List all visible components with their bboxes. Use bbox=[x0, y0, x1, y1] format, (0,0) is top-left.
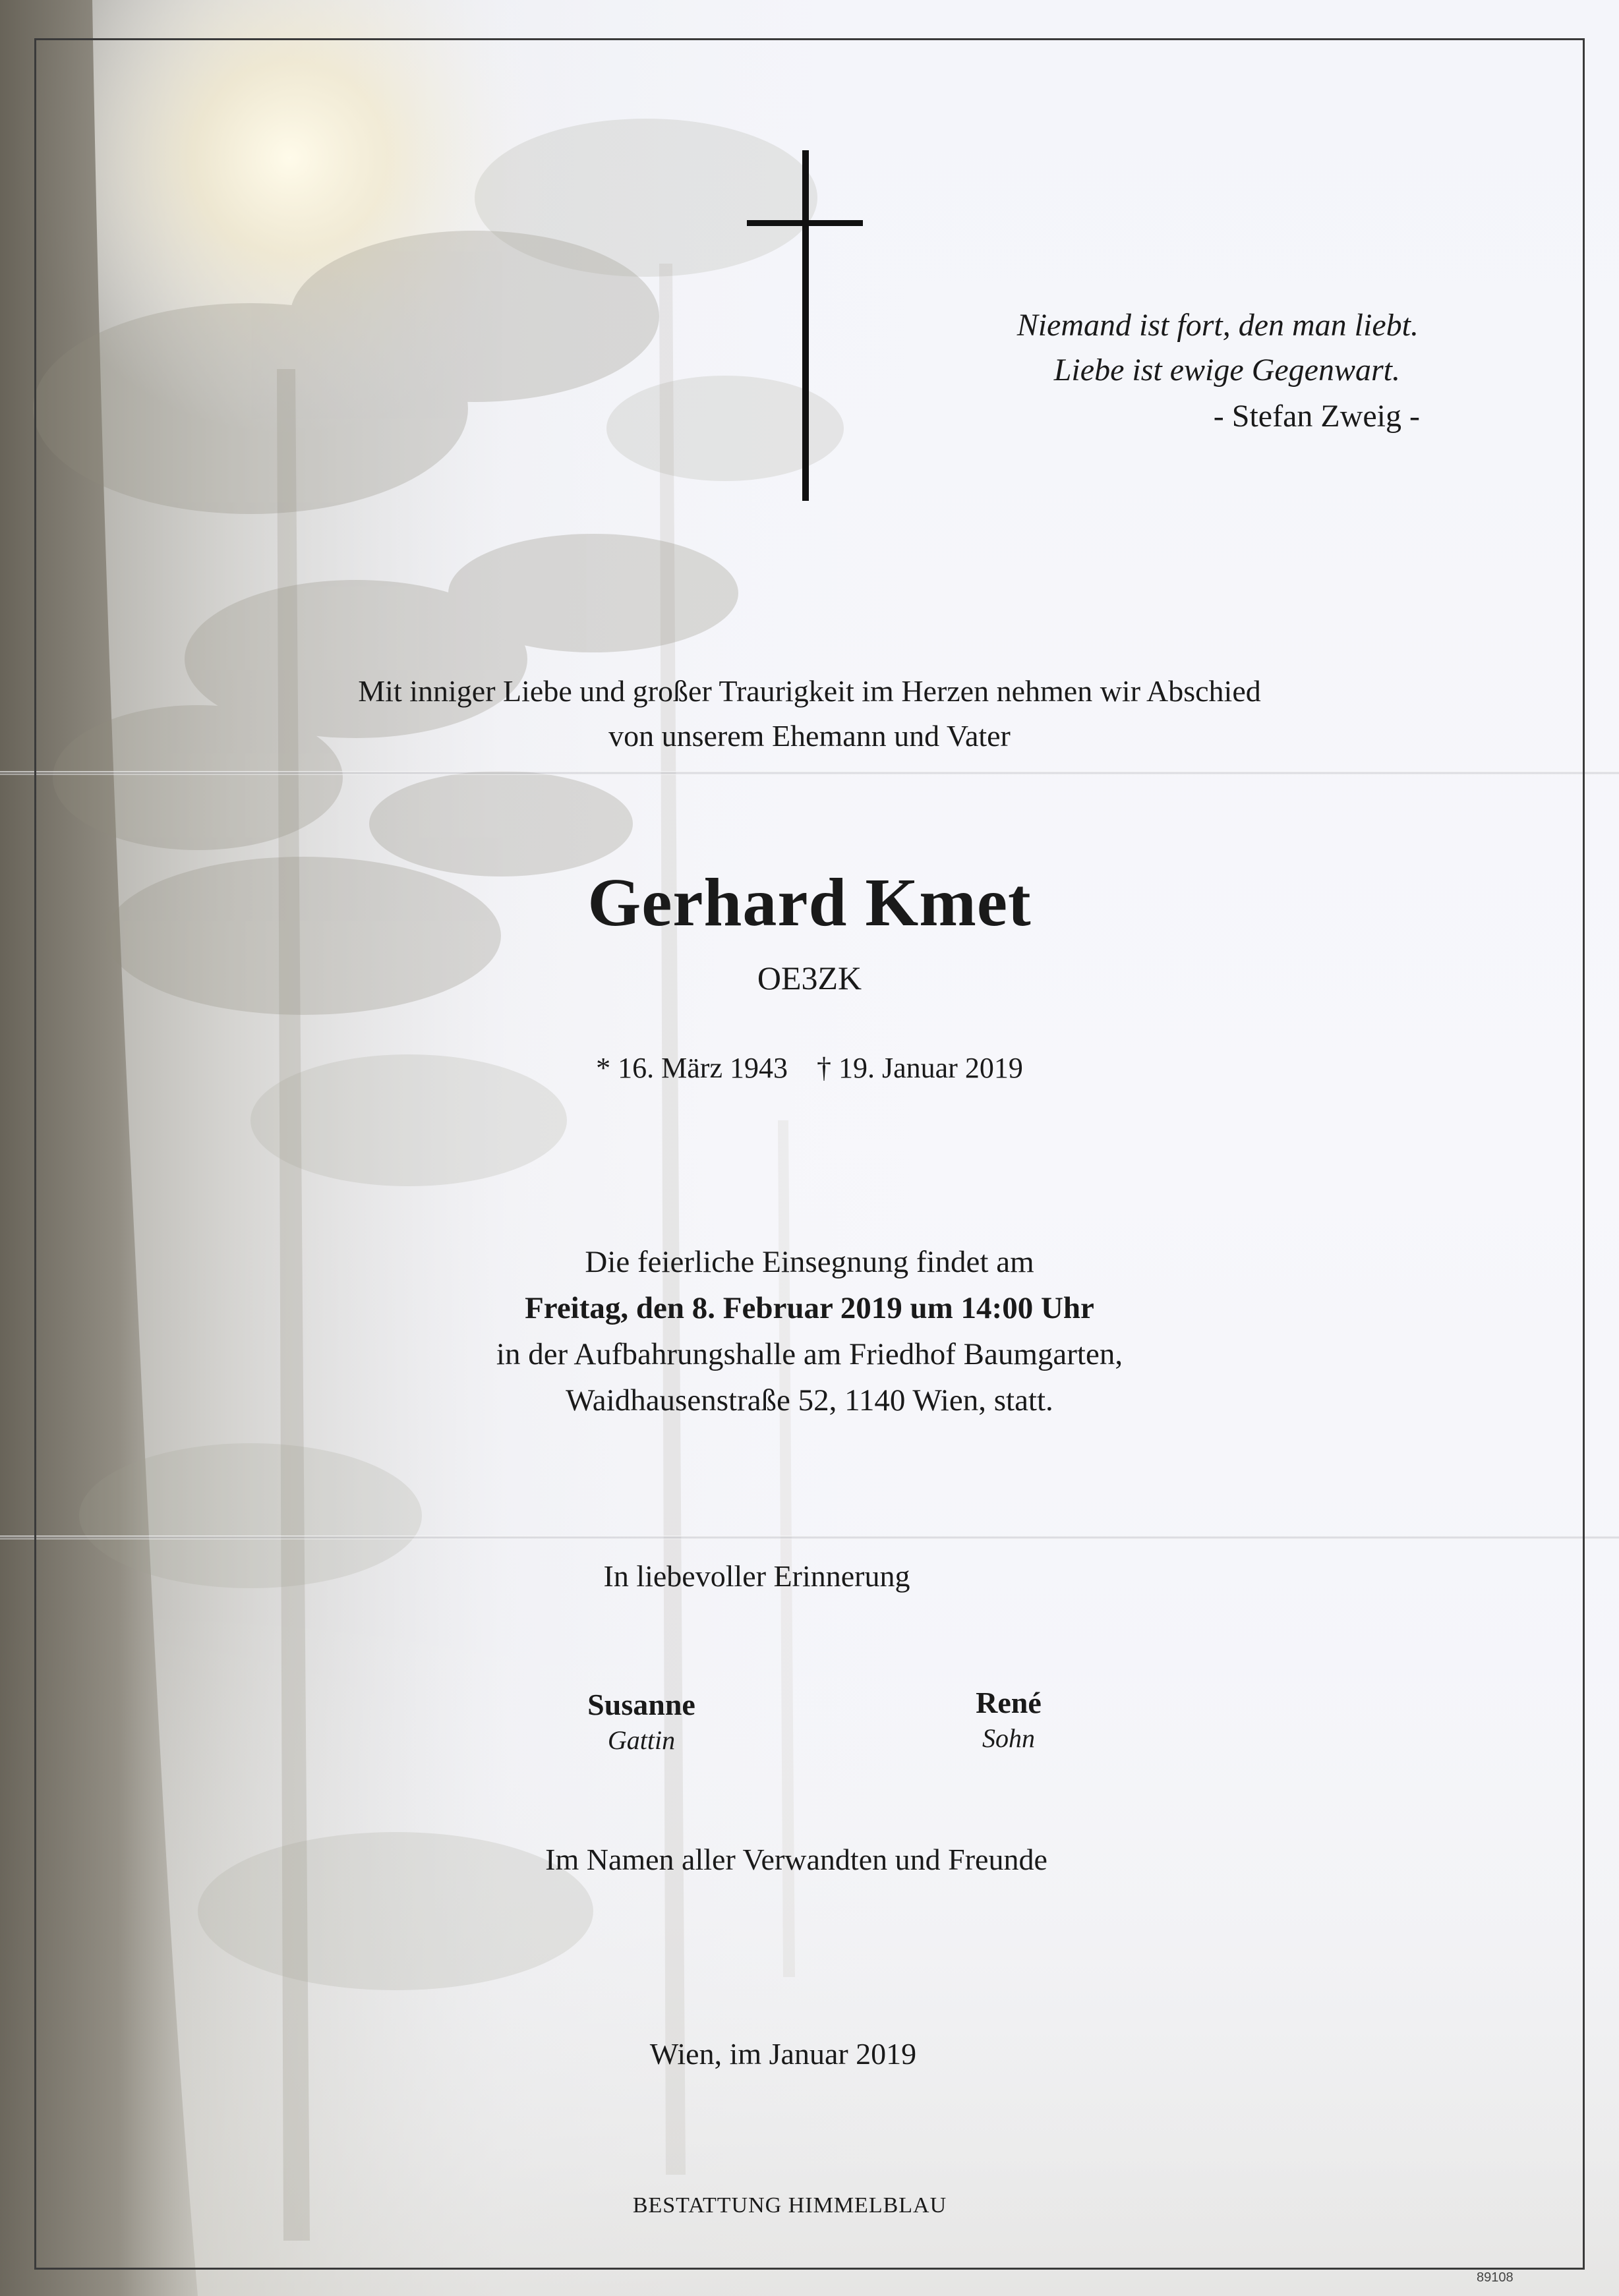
intro-line-2: von unserem Ehemann und Vater bbox=[608, 719, 1011, 753]
intro-line-1: Mit inniger Liebe und großer Traurigkeit im Herzen nehmen wir Abschied bbox=[358, 674, 1261, 708]
mourner-role: Gattin bbox=[607, 1725, 676, 1755]
print-code: 89108 bbox=[1477, 2270, 1514, 2285]
service-line-3: in der Aufbahrungshalle am Friedhof Baumgarten, bbox=[496, 1337, 1123, 1371]
quote-author: - Stefan Zweig - bbox=[1213, 399, 1420, 434]
quote-line-1: Niemand ist fort, den man liebt. bbox=[1016, 308, 1419, 343]
deceased-name: Gerhard Kmet bbox=[587, 865, 1032, 940]
service-line-2: Freitag, den 8. Februar 2019 um 14:00 Uhr bbox=[525, 1291, 1094, 1325]
mourner-susanne bbox=[444, 1686, 839, 1757]
mourner-name: Susanne bbox=[587, 1688, 695, 1721]
service-line-4: Waidhausenstraße 52, 1140 Wien, statt. bbox=[566, 1383, 1053, 1418]
deceased-callsign: OE3ZK bbox=[757, 960, 862, 996]
mourner-name: René bbox=[976, 1686, 1042, 1719]
undertaker-name: BESTATTUNG HIMMELBLAU bbox=[632, 2193, 947, 2218]
life-dates: * 16. März 1943 † 19. Januar 2019 bbox=[596, 1052, 1023, 1084]
place-and-date: Wien, im Januar 2019 bbox=[649, 2037, 917, 2071]
mourner-role: Sohn bbox=[982, 1723, 1035, 1753]
service-line-1: Die feierliche Einsegnung findet am bbox=[585, 1245, 1034, 1279]
relatives-line: Im Namen aller Verwandten und Freunde bbox=[545, 1843, 1047, 1876]
quote-line-2: Liebe ist ewige Gegenwart. bbox=[1053, 353, 1400, 387]
cross-icon bbox=[747, 150, 863, 501]
mourner-rene bbox=[811, 1684, 1206, 1755]
memory-line: In liebevoller Erinnerung bbox=[603, 1559, 910, 1593]
